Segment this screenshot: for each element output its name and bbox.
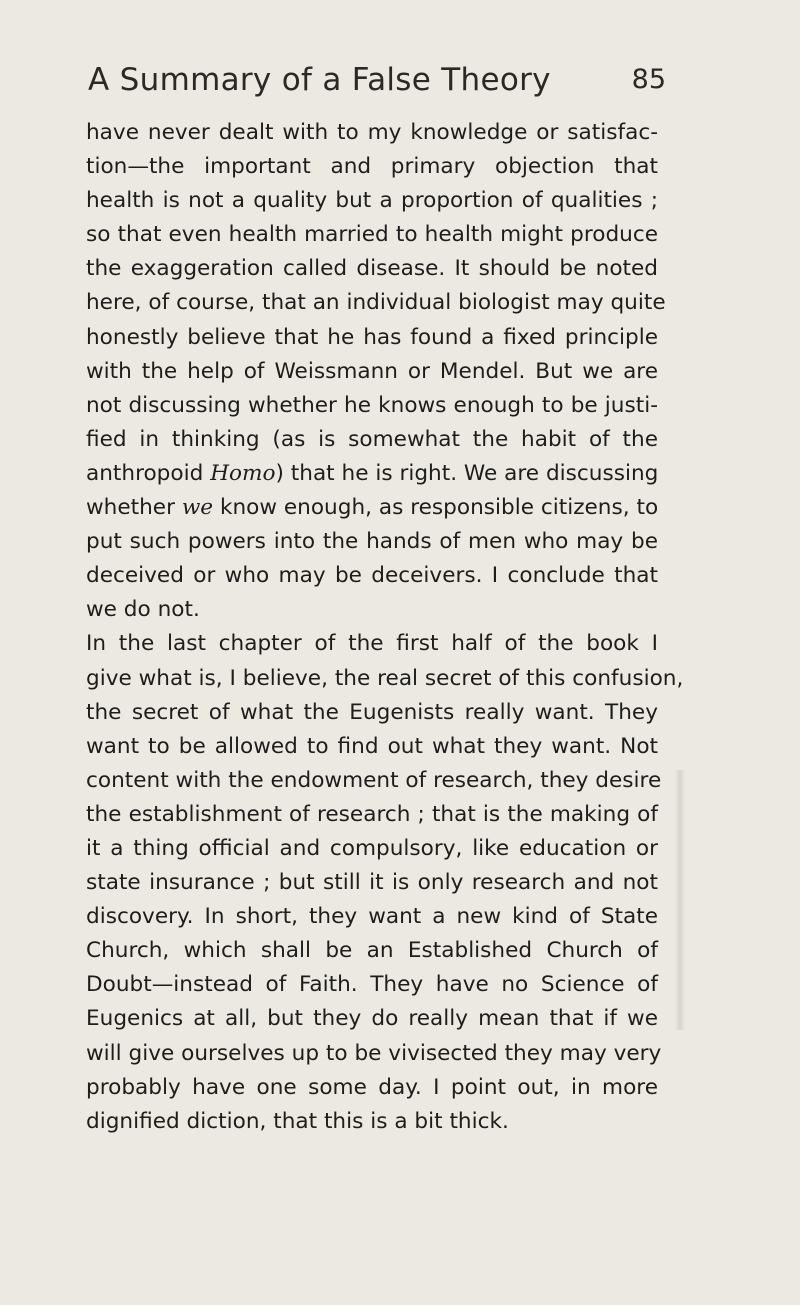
text-line: Doubt—instead of Faith. They have no Science of xyxy=(86,972,658,998)
text-line: Eugenics at all, but they do really mean that if we xyxy=(86,1006,658,1032)
text-line: not discussing whether he knows enough to be justi- xyxy=(86,392,658,418)
text-line: deceived or who may be deceivers. I conclude that xyxy=(86,563,658,589)
text-line: dignified diction, that this is a bit thick. xyxy=(86,1108,509,1134)
text-line: probably have one some day. I point out, in more xyxy=(86,1074,658,1100)
text-line: the establishment of research ; that is the making of xyxy=(86,801,658,827)
text-run: whether xyxy=(86,495,182,521)
text-run: know enough, as responsible citizens, to xyxy=(213,495,659,521)
text-line: so that even health married to health might produce xyxy=(86,222,658,248)
text-line: honestly believe that he has found a fixed principle xyxy=(86,324,658,350)
text-line xyxy=(86,457,658,491)
text-line: put such powers into the hands of men who may be xyxy=(86,529,658,555)
text-line: In the last chapter of the first half of the book I xyxy=(86,631,658,657)
text-run: anthropoid xyxy=(86,460,211,486)
text-line: Church, which shall be an Established Church of xyxy=(86,938,658,964)
text-line: fied in thinking (as is somewhat the habit of the xyxy=(86,426,658,452)
text-line: with the help of Weissmann or Mendel. But we are xyxy=(86,358,658,384)
text-line: we do not. xyxy=(86,597,200,623)
text-line: content with the endowment of research, they desire xyxy=(86,767,662,793)
text-line: will give ourselves up to be vivisected they may very xyxy=(86,1040,662,1066)
text-line xyxy=(86,491,658,525)
text-line: tion—the important and primary objection that xyxy=(86,154,658,180)
text-line: state insurance ; but still it is only research and not xyxy=(86,870,658,896)
page-number: 85 xyxy=(631,64,666,95)
running-header xyxy=(86,62,666,106)
text-line: want to be allowed to find out what they want. Not xyxy=(86,733,658,759)
text-line: the secret of what the Eugenists really want. They xyxy=(86,699,658,725)
text-line: health is not a quality but a proportion of qualities ; xyxy=(86,188,658,214)
italic-term-we: we xyxy=(181,495,214,521)
text-line: have never dealt with to my knowledge or satisfac- xyxy=(86,120,658,145)
text-line: here, of course, that an individual biologist may quite xyxy=(86,290,666,316)
italic-term-homo: Homo xyxy=(210,460,276,486)
text-run: ) that he is right. We are discussing xyxy=(275,460,659,486)
page-edge-shadow xyxy=(675,770,685,1030)
text-line: discovery. In short, they want a new kind of State xyxy=(86,904,658,930)
body-text xyxy=(86,116,684,1139)
running-title: A Summary of a False Theory xyxy=(88,62,551,98)
text-line: it a thing official and compulsory, like education or xyxy=(86,835,658,861)
text-line: the exaggeration called disease. It should be noted xyxy=(86,256,658,282)
text-line: give what is, I believe, the real secret of this confusion, xyxy=(86,665,684,691)
